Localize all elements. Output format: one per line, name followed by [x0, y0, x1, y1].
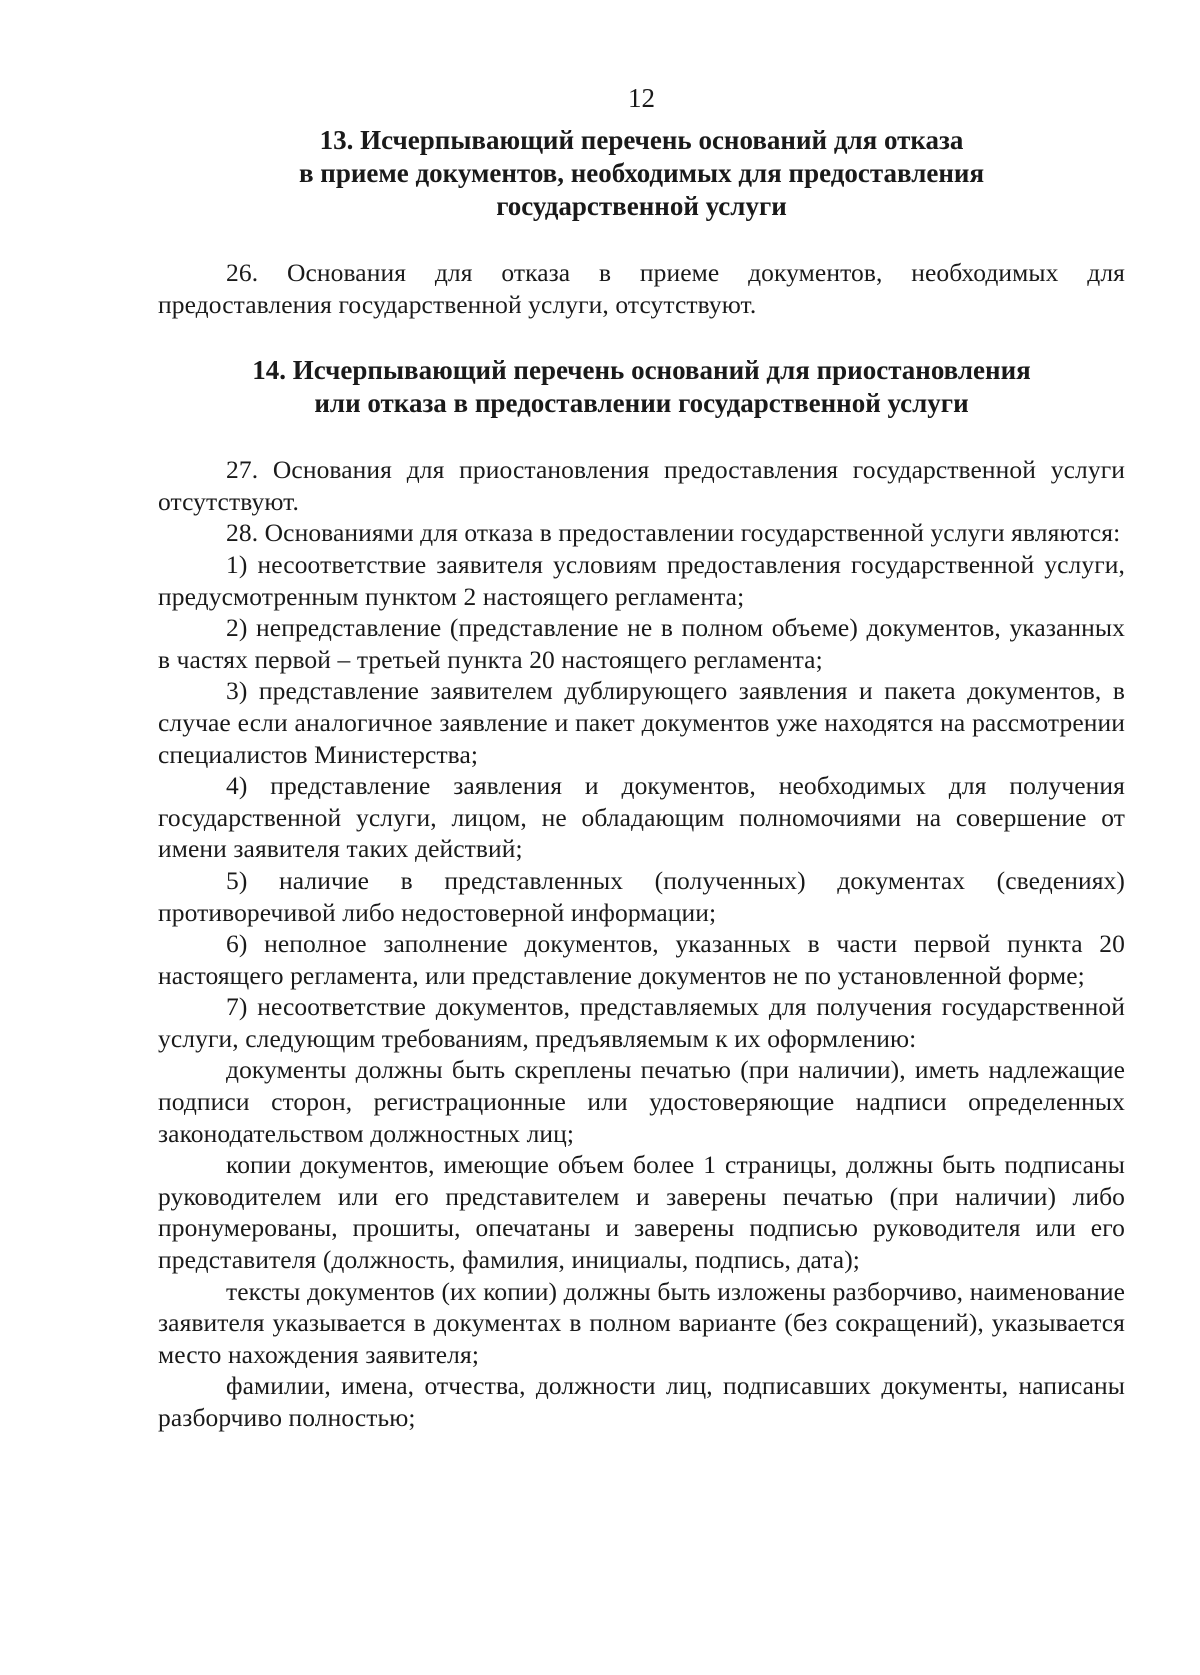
list-item-2: 2) непредставление (представление не в полном объеме) документов, указанных в частях первой – третьей пункта 20 настоящего регламента;	[158, 613, 1125, 674]
requirement-legible-texts: тексты документов (их копии) должны быть изложены разборчиво, наименование заявителя указывается в документах в полном варианте (без сокращений), указывается место нахождения заявителя;	[158, 1276, 1125, 1369]
list-item-4: 4) представление заявления и документов, необходимых для получения государственной услуги, лицом, не обладающим полномочиями на совершение от имени заявителя таких действий;	[158, 771, 1125, 864]
heading-line: 14. Исчерпывающий перечень оснований для приостановления	[252, 355, 1031, 386]
section-14-heading	[158, 354, 1125, 420]
requirement-seal-signatures: документы должны быть скреплены печатью (при наличии), иметь надлежащие подписи сторон, регистрационные или удостоверяющие надписи определенных законодательством должностных лиц;	[158, 1055, 1125, 1148]
section-13-heading	[158, 124, 1125, 223]
requirement-signer-names: фамилии, имена, отчества, должности лиц, подписавших документы, написаны разборчиво полностью;	[158, 1371, 1125, 1432]
list-item-5: 5) наличие в представленных (полученных) документах (сведениях) противоречивой либо недостоверной информации;	[158, 865, 1125, 927]
list-item-6: 6) неполное заполнение документов, указанных в части первой пункта 20 настоящего регламента, или представление документов не по установленной форме;	[158, 929, 1125, 990]
heading-line: государственной услуги	[496, 191, 787, 221]
heading-line: в приеме документов, необходимых для предоставления	[298, 158, 985, 188]
requirement-copies: копии документов, имеющие объем более 1 страницы, должны быть подписаны руководителем или его представителем и заверены печатью (при наличии) либо пронумерованы, прошиты, опечатаны и заверены подписью руководителя или его представителя (должность, фамилия, инициалы, подпись, дата);	[158, 1150, 1125, 1275]
heading-line: 13. Исчерпывающий перечень оснований для отказа	[319, 125, 964, 155]
heading-line: или отказа в предоставлении государственной услуги	[314, 388, 969, 419]
page-number: 12	[628, 83, 655, 113]
paragraph-28: 28. Основаниями для отказа в предоставлении государственной услуги являются:	[226, 518, 1121, 548]
paragraph-27: 27. Основания для приостановления предоставления государственной услуги отсутствуют.	[158, 455, 1125, 516]
list-item-7: 7) несоответствие документов, представляемых для получения государственной услуги, следующим требованиям, предъявляемым к их оформлению:	[158, 992, 1125, 1053]
document-page	[158, 80, 1125, 1434]
paragraph-26: 26. Основания для отказа в приеме документов, необходимых для предоставления государственной услуги, отсутствуют.	[158, 258, 1125, 319]
list-item-1: 1) несоответствие заявителя условиям предоставления государственной услуги, предусмотренным пунктом 2 настоящего регламента;	[158, 549, 1125, 611]
list-item-3: 3) представление заявителем дублирующего заявления и пакета документов, в случае если аналогичное заявление и пакет документов уже находятся на рассмотрении специалистов Министерства;	[158, 676, 1125, 769]
